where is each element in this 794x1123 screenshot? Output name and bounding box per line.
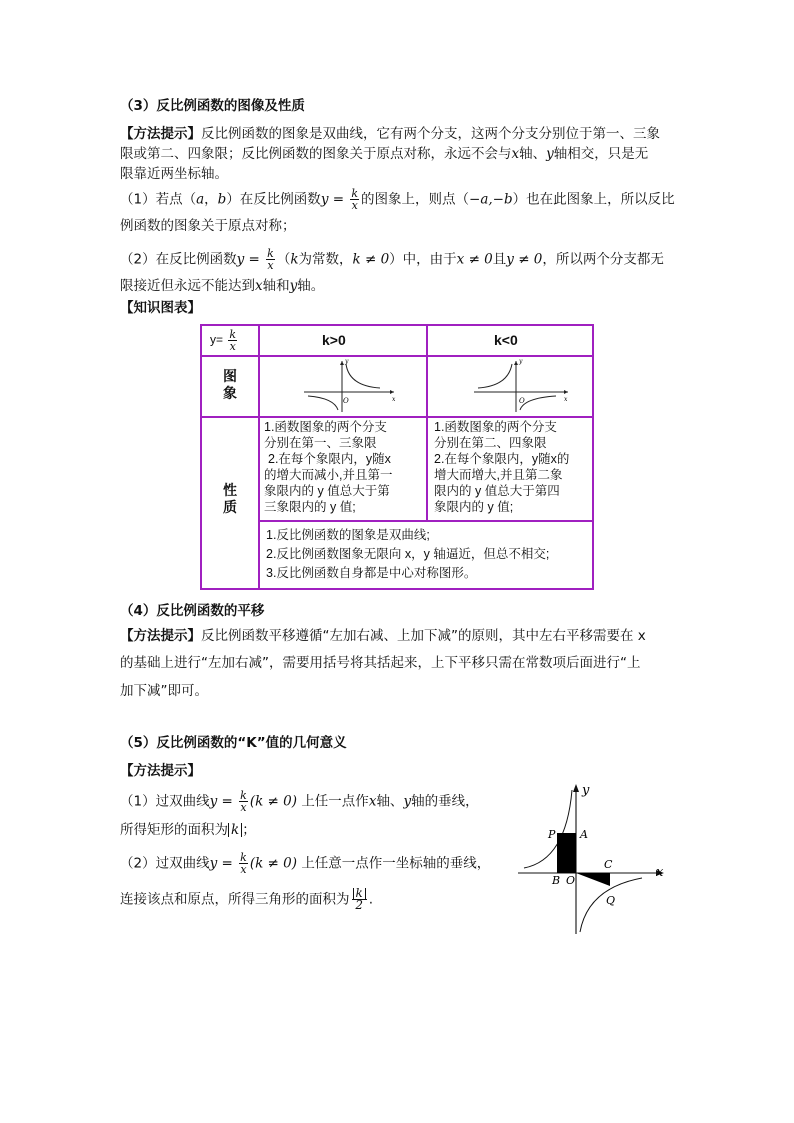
- formula-cell: y= $\frac{k}{x}$: [210, 328, 237, 353]
- section3-point2-cont: 限接近但永远不能达到x轴和y轴。: [120, 278, 325, 294]
- label-O: O: [566, 874, 576, 887]
- section3-tip-line3: 限靠近两坐标轴。: [120, 166, 228, 182]
- header-k-positive: k>0: [322, 332, 346, 348]
- svg-text:O: O: [519, 397, 525, 405]
- section3-tip-line2: 限或第二、四象限；反比例函数的图象关于原点对称，永远不会与x轴、y轴相交，只是无: [120, 146, 649, 162]
- label-C: C: [604, 858, 613, 871]
- graph-k-negative: [472, 358, 572, 414]
- section5-title: （5）反比例函数的“K”值的几何意义: [120, 735, 347, 751]
- label-Q: Q: [606, 894, 616, 907]
- label-B: B: [552, 874, 561, 887]
- svg-text:O: O: [343, 397, 349, 405]
- label-y: y: [582, 783, 590, 798]
- tip-label: 【方法提示】: [120, 126, 201, 142]
- section5-point2: （2）过双曲线y = $\frac{k}{x}$ (k ≠ 0) 上任意一点作一坐标轴的垂线，: [120, 851, 491, 876]
- properties-k-negative: 1.函数图象的两个分支 分别在第二、四象限 2.在每个象限内，y随x的 增大而增大,并且第二象 限内的 y 值总大于第四 象限内的 y 值;: [434, 420, 570, 514]
- graph-k-positive: [302, 358, 398, 414]
- row-label-graph: 图 象: [223, 368, 237, 401]
- chart-label: 【知识图表】: [120, 300, 201, 316]
- label-P: P: [548, 828, 556, 841]
- section3-point1: （1）若点（a，b）在反比例函数y = $\frac{k}{x}$ 的图象上，则点（−a,−b）也在此图象上，所以反比: [120, 187, 675, 212]
- section3-tip-line1: 【方法提示】反比例函数的图象是双曲线，它有两个分支，这两个分支分别位于第一、三象: [120, 126, 660, 142]
- label-A: A: [580, 828, 588, 841]
- section3-point1-cont: 例函数的图象关于原点对称；: [120, 218, 296, 234]
- svg-text:x: x: [392, 396, 396, 403]
- row-label-properties: 性 质: [223, 482, 237, 515]
- properties-k-positive: 1.函数图象的两个分支 分别在第一、三象限 2.在每个象限内，y随x 的增大而减小,并且第一 象限内的 y 值总大于第 三象限内的 y 值;: [264, 420, 393, 514]
- svg-text:y: y: [345, 358, 349, 365]
- knowledge-table: [200, 324, 594, 590]
- section4-line1: 【方法提示】反比例函数平移遵循“左加右减、上加下减”的原则，其中左右平移需要在 x: [120, 628, 646, 644]
- section3-point2: （2）在反比例函数y = $\frac{k}{x}$ （k为常数，k ≠ 0）中，由于x ≠ 0且y ≠ 0，所以两个分支都无: [120, 247, 664, 272]
- section3-title: （3）反比例函数的图像及性质: [120, 98, 305, 114]
- section4-title: （4）反比例函数的平移: [120, 603, 265, 619]
- section5-point1: （1）过双曲线y = $\frac{k}{x}$ (k ≠ 0) 上任一点作x轴、y轴的垂线，: [120, 789, 479, 814]
- svg-text:y: y: [519, 358, 523, 365]
- section5-tip-label: 【方法提示】: [120, 763, 201, 779]
- section5-point1-cont: 所得矩形的面积为 k ；: [120, 822, 256, 838]
- section4-line3: 加下减”即可。: [120, 683, 208, 699]
- properties-common: 1.反比例函数的图象是双曲线; 2.反比例函数图象无限向 x，y 轴逼近，但总不相交; 3.反比例函数自身都是中心对称图形。: [266, 528, 550, 580]
- label-x: x: [656, 865, 664, 880]
- k-geometry-figure: [514, 782, 678, 936]
- section4-line2: 的基础上进行“左加右减”，需要用括号将其括起来，上下平移只需在常数项后面进行“上: [120, 655, 641, 671]
- svg-text:x: x: [564, 396, 568, 403]
- section5-point2-cont: 连接该点和原点，所得三角形的面积为 $\frac{k}{2}$ .: [120, 886, 374, 912]
- header-k-negative: k<0: [494, 332, 518, 348]
